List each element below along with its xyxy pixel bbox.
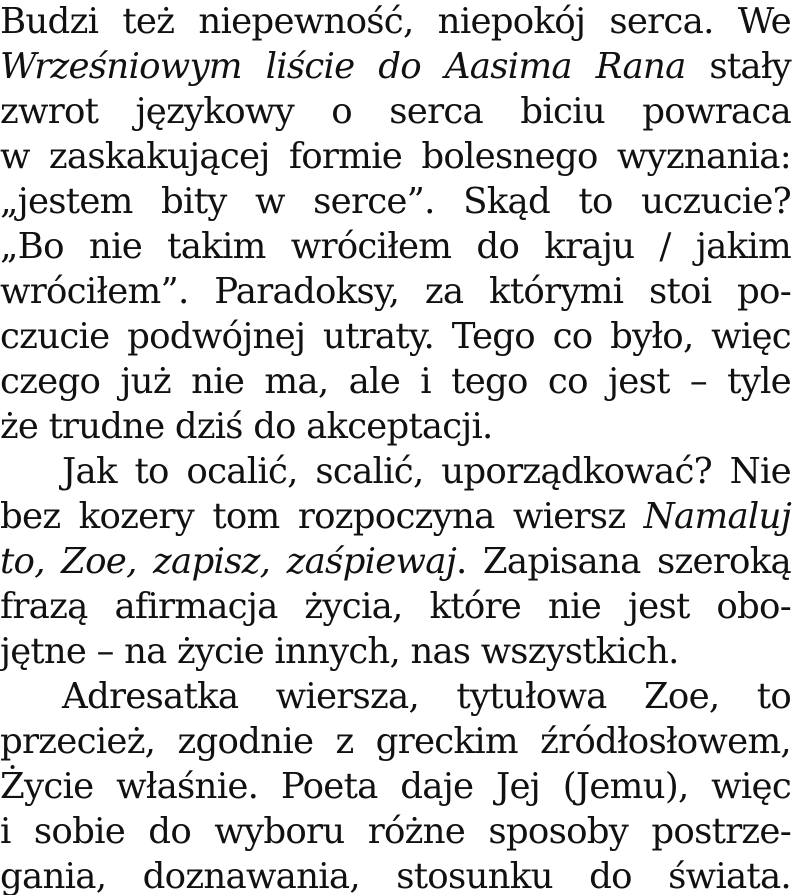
text-segment: że trudne dziś do akceptacji. <box>0 406 493 447</box>
text-segment: frazą afirmacja życia, które nie jest obo- <box>0 586 791 627</box>
text-segment: Adresatka wiersza, tytułowa Zoe, to <box>62 676 791 717</box>
text-line <box>0 47 791 87</box>
text-line <box>0 722 791 762</box>
text-line <box>62 677 791 717</box>
italic-title: Namaluj <box>643 496 791 537</box>
text-segment: Budzi też niepewność, niepokój serca. We <box>0 1 791 42</box>
text-segment: i sobie do wyboru różne sposoby postrze- <box>0 811 791 852</box>
text-line <box>0 317 791 357</box>
text-line <box>0 542 791 582</box>
text-segment: czego już nie ma, ale i tego co jest – tyle <box>0 361 791 402</box>
text-line <box>0 92 791 132</box>
text-line <box>0 362 791 402</box>
text-line <box>0 137 791 177</box>
text-segment: przecież, zgodnie z greckim źródłosłowem, <box>0 721 791 762</box>
text-segment: bez kozery tom rozpoczyna wiersz <box>0 496 644 537</box>
text-line <box>0 587 791 627</box>
text-line <box>0 407 493 447</box>
text-segment: . Zapisana szeroką <box>455 541 791 582</box>
italic-title: to, Zoe, zapisz, zaśpiewaj <box>0 541 456 582</box>
text-line <box>0 632 679 672</box>
text-segment: „Bo nie takim wróciłem do kraju / jakim <box>0 226 791 267</box>
text-line <box>0 2 791 42</box>
text-segment: zwrot językowy o serca biciu powraca <box>0 91 791 132</box>
text-segment: jętne – na życie innych, nas wszystkich. <box>0 631 679 672</box>
text-segment: stały <box>685 46 791 87</box>
italic-title: Wrześniowym liście do Aasima Rana <box>0 46 686 87</box>
text-line <box>0 767 791 807</box>
text-segment: wróciłem”. Paradoksy, za którymi stoi po- <box>0 271 791 312</box>
text-segment: „jestem bity w serce”. Skąd to uczucie? <box>0 181 791 222</box>
text-segment: gania, doznawania, stosunku do świata. <box>0 856 791 895</box>
text-line <box>0 227 791 267</box>
text-segment: Życie właśnie. Poeta daje Jej (Jemu), więc <box>0 766 791 807</box>
text-line <box>0 497 791 537</box>
text-line <box>62 452 791 492</box>
text-line <box>0 812 791 852</box>
text-segment: czucie podwójnej utraty. Tego co było, więc <box>0 316 791 357</box>
text-line <box>0 182 791 222</box>
text-line <box>0 272 791 312</box>
text-line <box>0 857 791 895</box>
text-segment: w zaskakującej formie bolesnego wyznania: <box>0 136 791 177</box>
text-segment: Jak to ocalić, scalić, uporządkować? Nie <box>62 451 791 492</box>
